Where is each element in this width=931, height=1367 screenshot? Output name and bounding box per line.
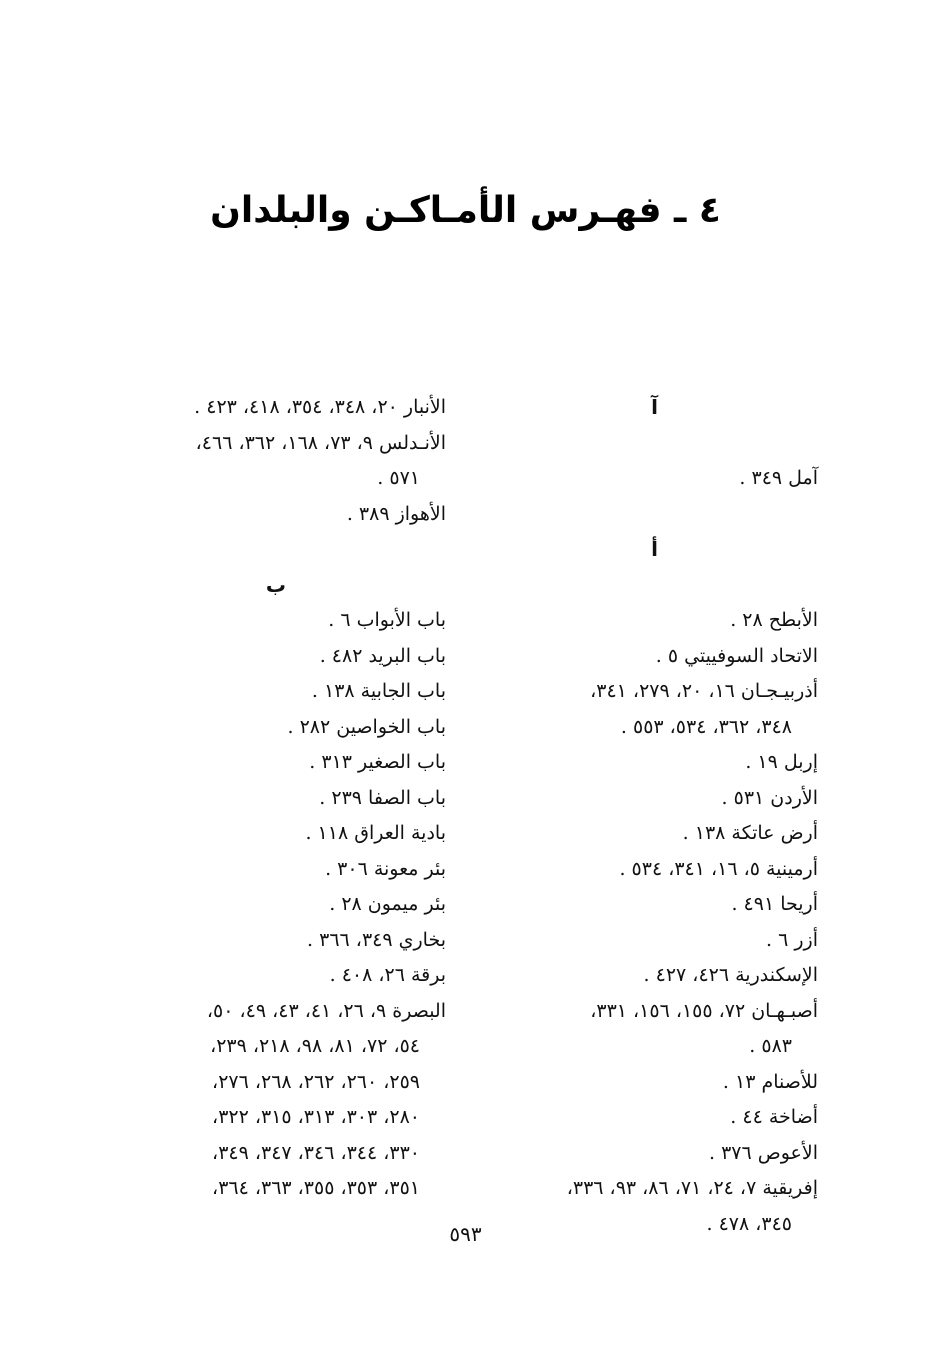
index-entry-continuation: ٣٥١، ٣٥٣، ٣٥٥، ٣٦٣، ٣٦٤، — [212, 1177, 420, 1199]
index-entry: الأهواز ٣٨٩ . — [346, 502, 446, 525]
section-letter: آ — [651, 395, 658, 419]
index-entry: باب الخواصين ٢٨٢ . — [287, 715, 446, 738]
index-entry: الأعوص ٣٧٦ . — [709, 1141, 818, 1164]
index-entry-continuation: ٣٤٥، ٤٧٨ . — [706, 1212, 792, 1235]
index-entry: أذربيـجـان ١٦، ٢٠، ٢٧٩، ٣٤١، — [590, 680, 818, 702]
index-entry: بادية العراق ١١٨ . — [305, 822, 446, 844]
index-entry: البصرة ٩، ٢٦، ٤١، ٤٣، ٤٩، ٥٠، — [206, 999, 446, 1022]
index-entry-continuation: ٣٣٠، ٣٤٤، ٣٤٦، ٣٤٧، ٣٤٩، — [212, 1141, 420, 1164]
index-entry: الأنبار ٢٠، ٣٤٨، ٣٥٤، ٤١٨، ٤٢٣ . — [194, 396, 446, 418]
index-entry: آمل ٣٤٩ . — [739, 467, 818, 489]
index-entry: باب الأبواب ٦ . — [328, 609, 446, 631]
page-number: ٥٩٣ — [449, 1222, 482, 1246]
index-entry-continuation: ٥٤، ٧٢، ٨١، ٩٨، ٢١٨، ٢٣٩، — [210, 1035, 420, 1057]
index-entry: أرمينية ٥، ١٦، ٣٤١، ٥٣٤ . — [619, 857, 818, 880]
spacer — [488, 497, 818, 533]
spacer — [488, 426, 818, 462]
index-entry: باب البريد ٤٨٢ . — [319, 644, 446, 667]
index-entry: الإسكندرية ٤٢٦، ٤٢٧ . — [643, 964, 818, 986]
index-entry-continuation: ٣٤٨، ٣٦٢، ٥٣٤، ٥٥٣ . — [620, 715, 792, 738]
section-letter: ب — [265, 572, 286, 597]
section-letter: أ — [651, 537, 658, 561]
index-column-left — [116, 390, 446, 1207]
index-entry: أريحا ٤٩١ . — [731, 893, 818, 915]
index-entry: بئر ميمون ٢٨ . — [329, 893, 446, 915]
index-entry: أضاخة ٤٤ . — [730, 1106, 818, 1128]
index-entry: للأصنام ١٣ . — [722, 1070, 818, 1093]
index-entry: أزر ٦ . — [766, 928, 818, 951]
index-entry: الأبطح ٢٨ . — [730, 609, 818, 631]
index-entry: برقة ٢٦، ٤٠٨ . — [329, 964, 446, 986]
spacer — [116, 532, 446, 568]
index-entry: بخاري ٣٤٩، ٣٦٦ . — [307, 928, 446, 951]
page-title: ٤ ـ فهـرس الأمـاكـن والبلدان — [210, 190, 721, 231]
index-entry-continuation: ٢٥٩، ٢٦٠، ٢٦٢، ٢٦٨، ٢٧٦، — [212, 1070, 420, 1093]
index-entry: باب الجابية ١٣٨ . — [311, 680, 446, 702]
index-entry: إفريقية ٧، ٢٤، ٧١، ٨٦، ٩٣، ٣٣٦، — [566, 1177, 818, 1199]
index-column-right — [488, 390, 818, 1242]
index-entry-continuation: ٢٨٠، ٣٠٣، ٣١٣، ٣١٥، ٣٢٢، — [212, 1106, 420, 1128]
index-entry: بئر معونة ٣٠٦ . — [325, 857, 446, 880]
index-entry: أصبـهـان ٧٢، ١٥٥، ١٥٦، ٣٣١، — [590, 999, 818, 1022]
index-entry: الأردن ٥٣١ . — [721, 786, 818, 809]
index-entry: باب الصغير ٣١٣ . — [309, 751, 446, 773]
index-entry: الاتحاد السوفييتي ٥ . — [655, 644, 818, 667]
index-entry: باب الصفا ٢٣٩ . — [319, 786, 446, 809]
index-entry-continuation: ٥٧١ . — [377, 467, 420, 489]
index-entry: الأنـدلس ٩، ٧٣، ١٦٨، ٣٦٢، ٤٦٦، — [195, 431, 446, 454]
spacer — [488, 568, 818, 604]
index-entry: إربل ١٩ . — [745, 751, 818, 773]
index-entry-continuation: ٥٨٣ . — [749, 1035, 792, 1057]
index-entry: أرض عاتكة ١٣٨ . — [682, 822, 818, 844]
